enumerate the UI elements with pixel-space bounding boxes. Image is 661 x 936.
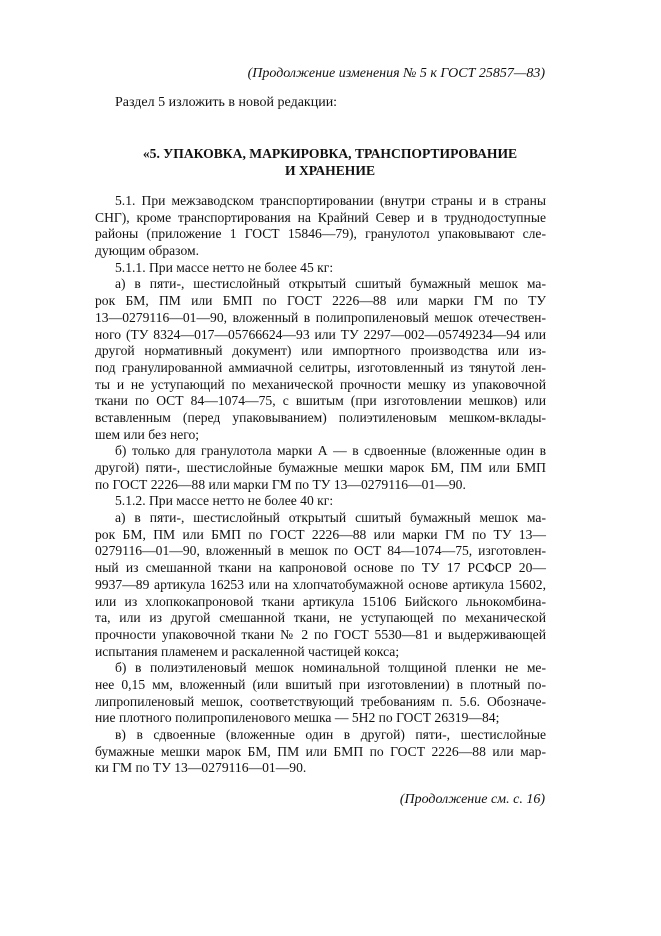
- paragraph: [95, 193, 546, 260]
- text-line: 13—0279116—01—90, вложенный в полипропиленовый мешок отечествен-: [95, 309, 546, 325]
- text-line: другой) пяти-, шестислойные бумажные мешки марок БМ, ПМ или БМП: [95, 460, 546, 475]
- text-line: 5.1. При межзаводском транспортировании (внутри страны и в страны: [115, 193, 546, 208]
- text-line: по ГОСТ 2226—88 или марки ГМ по ТУ 13—0279116—01—90.: [95, 476, 466, 492]
- text-line: районы (приложение 1 ГОСТ 15846—79), гранулотол упаковывают сле-: [95, 226, 546, 242]
- text-line: рок БМ, ПМ или БМП по ГОСТ 2226—88 или марки ГМ по ТУ 13—: [95, 526, 546, 542]
- text-line: шем или без него;: [95, 426, 200, 442]
- text-line: ты и не уступающий по механической прочности мешку из упаковочной: [95, 376, 546, 392]
- text-line: а) в пяти-, шестислойный открытый сшитый бумажный мешок ма-: [115, 276, 546, 292]
- text-line: нее 0,15 мм, вложенный (или вшитый при изготовлении) в плотный по-: [95, 676, 546, 692]
- text-line: в) в сдвоенные (вложенные один в другой) пяти-, шестислойные: [115, 727, 546, 742]
- section-title-line: «5. УПАКОВКА, МАРКИРОВКА, ТРАНСПОРТИРОВАНИЕ: [142, 146, 518, 161]
- continuation-footer: (Продолжение см. с. 16): [399, 792, 545, 807]
- text-line: СНГ), кроме транспортирования на Крайний Север и в труднодоступные: [95, 209, 546, 225]
- text-line: а) в пяти-, шестислойный открытый сшитый бумажный мешок ма-: [115, 510, 546, 526]
- continuation-header: (Продолжение изменения № 5 к ГОСТ 25857—83): [247, 66, 545, 81]
- text-line: липропиленовый мешок, соответствующий требованиям п. 5.6. Обозначе-: [95, 693, 546, 709]
- text-line: ткани по ОСТ 84—1074—75, с вшитым (при изготовлении мешков) или: [95, 393, 546, 409]
- intro-text: Раздел 5 изложить в новой редакции:: [115, 95, 338, 110]
- text-line: вставленным (перед упаковыванием) полиэтиленовым мешком-вклады-: [95, 409, 546, 425]
- paragraph: [95, 510, 546, 660]
- paragraph: [95, 493, 546, 510]
- text-line: 0279116—01—90, вложенный в мешок по ОСТ 84—1074—75, изготовлен-: [95, 543, 546, 559]
- text-line: б) в полиэтиленовый мешок номинальной толщиной пленки не ме-: [115, 660, 546, 676]
- text-line: ный из смешанной ткани на капроновой основе по ТУ 17 РСФСР 20—: [95, 560, 546, 576]
- text-line: 5.1.1. При массе нетто не более 45 кг:: [115, 259, 334, 275]
- text-line: прочности упаковочной ткани № 2 по ГОСТ 5530—81 и выдерживающей: [95, 626, 546, 642]
- text-line: под гранулированной аммиачной селитры, изготовленный из тянутой лен-: [95, 359, 546, 375]
- section-title-line: И ХРАНЕНИЕ: [284, 163, 376, 178]
- paragraph: [95, 660, 546, 727]
- paragraph: [95, 443, 546, 493]
- text-line: или из хлопкокапроновой ткани артикула 15106 Бийского льнокомбина-: [95, 593, 546, 609]
- text-line: рок БМ, ПМ или БМП по ГОСТ 2226—88 или марки ГМ по ТУ: [95, 293, 546, 309]
- text-line: ки ГМ по ТУ 13—0279116—01—90.: [95, 760, 307, 776]
- document-body: [95, 193, 546, 777]
- section-title: [95, 145, 565, 179]
- text-line: дующим образом.: [95, 243, 199, 259]
- paragraph: [95, 727, 546, 777]
- text-line: б) только для гранулотола марки А — в сдвоенные (вложенные один в: [115, 443, 546, 459]
- paragraph: [95, 276, 546, 443]
- text-line: та, или из другой смешанной ткани, не уступающей по механической: [95, 610, 546, 626]
- text-line: бумажные мешки марок БМ, ПМ или БМП по ГОСТ 2226—88 или мар-: [95, 743, 546, 759]
- text-line: 5.1.2. При массе нетто не более 40 кг:: [115, 493, 334, 509]
- paragraph: [95, 260, 546, 277]
- text-line: ние плотного полипропиленового мешка — 5Н2 по ГОСТ 26319—84;: [95, 710, 500, 726]
- text-line: ного (ТУ 8324—017—05766624—93 или ТУ 2297—002—05749234—94 или: [95, 326, 546, 342]
- text-line: 9937—89 артикула 16253 или на хлопчатобумажной основе артикула 15602,: [95, 576, 546, 592]
- text-line: испытания пламенем и раскаленной частицей кокса;: [95, 643, 400, 659]
- text-line: другой нормативный документ) или импортного производства или из-: [95, 343, 546, 359]
